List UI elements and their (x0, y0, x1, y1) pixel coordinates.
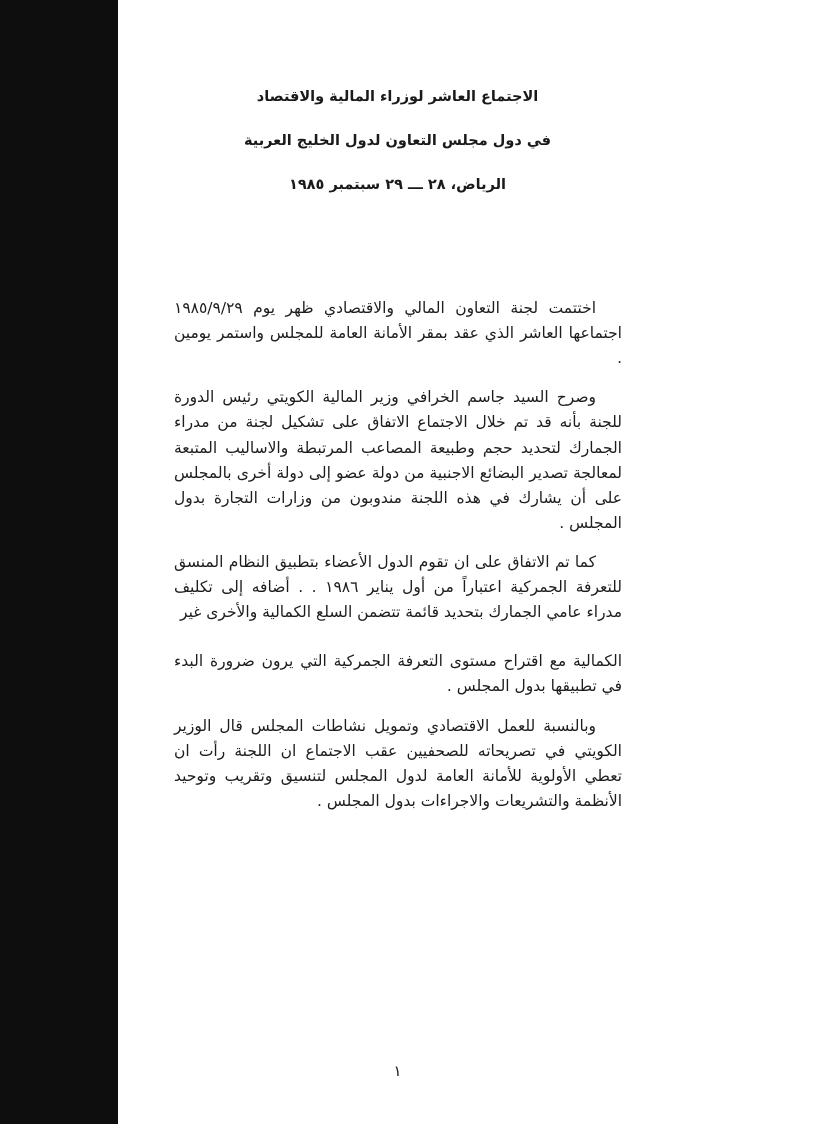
paper-sheet (118, 0, 677, 1124)
body-paragraph: اختتمت لجنة التعاون المالي والاقتصادي ظهر يوم ١٩٨٥/٩/٢٩ اجتماعها العاشر الذي عقد بمقر الأمانة العامة للمجلس واستمر يومين . (174, 299, 622, 368)
page-content (118, 0, 677, 1124)
scan-edge-right (677, 0, 823, 1124)
page-number: ١ (393, 1062, 402, 1080)
heading-date-line: الرياض، ٢٨ ـــ ٢٩ سبتمبر ١٩٨٥ (288, 177, 507, 194)
heading-title-line-2: في دول مجلس التعاون لدول الخليج العربية (243, 133, 552, 150)
heading-title-line-1: الاجتماع العاشر لوزراء المالية والاقتصاد (256, 89, 539, 105)
document-heading (118, 88, 677, 194)
body-paragraph: كما تم الاتفاق على ان تقوم الدول الأعضاء بتطبيق النظام المنسق للتعرفة الجمركية اعتباراً من أول يناير ١٩٨٦ . . أضافه إلى تكليف مدراء عامي الجمارك بتحديد قائمة تتضمن السلع الكمالية والأخرى غير (174, 552, 623, 622)
body-paragraph: الكمالية مع اقتراح مستوى التعرفة الجمركية التي يرون ضرورة البدء في تطبيقها بدول المجلس . (174, 652, 622, 696)
body-paragraph: وصرح السيد جاسم الخرافي وزير المالية الكويتي رئيس الدورة للجنة بأنه قد تم خلال الاجتماع الاتفاق على تشكيل لجنة من مدراء الجمارك لتحديد حجم وطبيعة المصاعب المرتبطة والاساليب المتبعة لمعالجة تصدير البضائع الاجنبية من دولة عضو إلى دولة أخرى بالمجلس على أن يشارك في هذه اللجنة مندوبون من وزارات التجارة بدول المجلس . (174, 388, 622, 532)
scan-edge-left (0, 0, 118, 1124)
paragraph-spacer (174, 639, 622, 649)
body-paragraph: وبالنسبة للعمل الاقتصادي وتمويل نشاطات المجلس قال الوزير الكويتي في تصريحاته للصحفيين عقب الاجتماع ان اللجنة رأت ان تعطي الأولوية للأمانة العامة لدول المجلس لتنسيق وتقريب وتوحيد الأنظمة والتشريعات والاجراءات بدول المجلس . (174, 716, 622, 810)
document-body (174, 296, 622, 828)
